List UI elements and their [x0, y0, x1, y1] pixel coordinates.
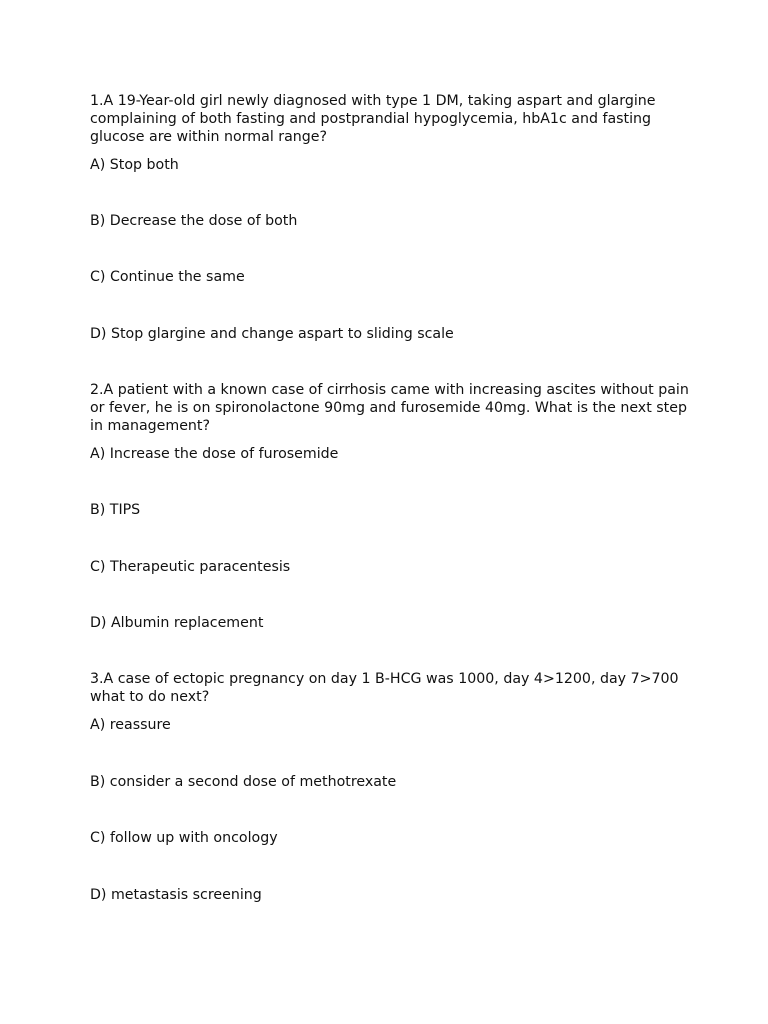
question-3-stem: 3.A case of ectopic pregnancy on day 1 B-HCG was 1000, day 4>1200, day 7>700 what to do next? — [90, 671, 679, 705]
question-1-option-b: B) Decrease the dose of both — [90, 213, 298, 229]
question-2-stem: 2.A patient with a known case of cirrhosis came with increasing ascites without pain or fever, he is on spironolactone 90mg and furosemide 40mg. What is the next step in management? — [90, 382, 689, 434]
question-1-option-c: C) Continue the same — [90, 269, 245, 285]
question-1-stem: 1.A 19-Year-old girl newly diagnosed with type 1 DM, taking aspart and glargine complaining of both fasting and postprandial hypoglycemia, hbA1c and fasting glucose are within normal range? — [90, 93, 656, 145]
question-3-option-a: A) reassure — [90, 717, 171, 733]
question-3-option-b: B) consider a second dose of methotrexate — [90, 774, 397, 790]
question-2-option-d: D) Albumin replacement — [90, 615, 264, 631]
question-3-option-c: C) follow up with oncology — [90, 830, 278, 846]
question-2-option-a: A) Increase the dose of furosemide — [90, 446, 339, 462]
question-1-option-a: A) Stop both — [90, 157, 179, 173]
question-2-option-b: B) TIPS — [90, 502, 141, 518]
question-2-option-c: C) Therapeutic paracentesis — [90, 559, 291, 575]
question-1-option-d: D) Stop glargine and change aspart to sliding scale — [90, 326, 454, 342]
question-3-option-d: D) metastasis screening — [90, 887, 262, 903]
